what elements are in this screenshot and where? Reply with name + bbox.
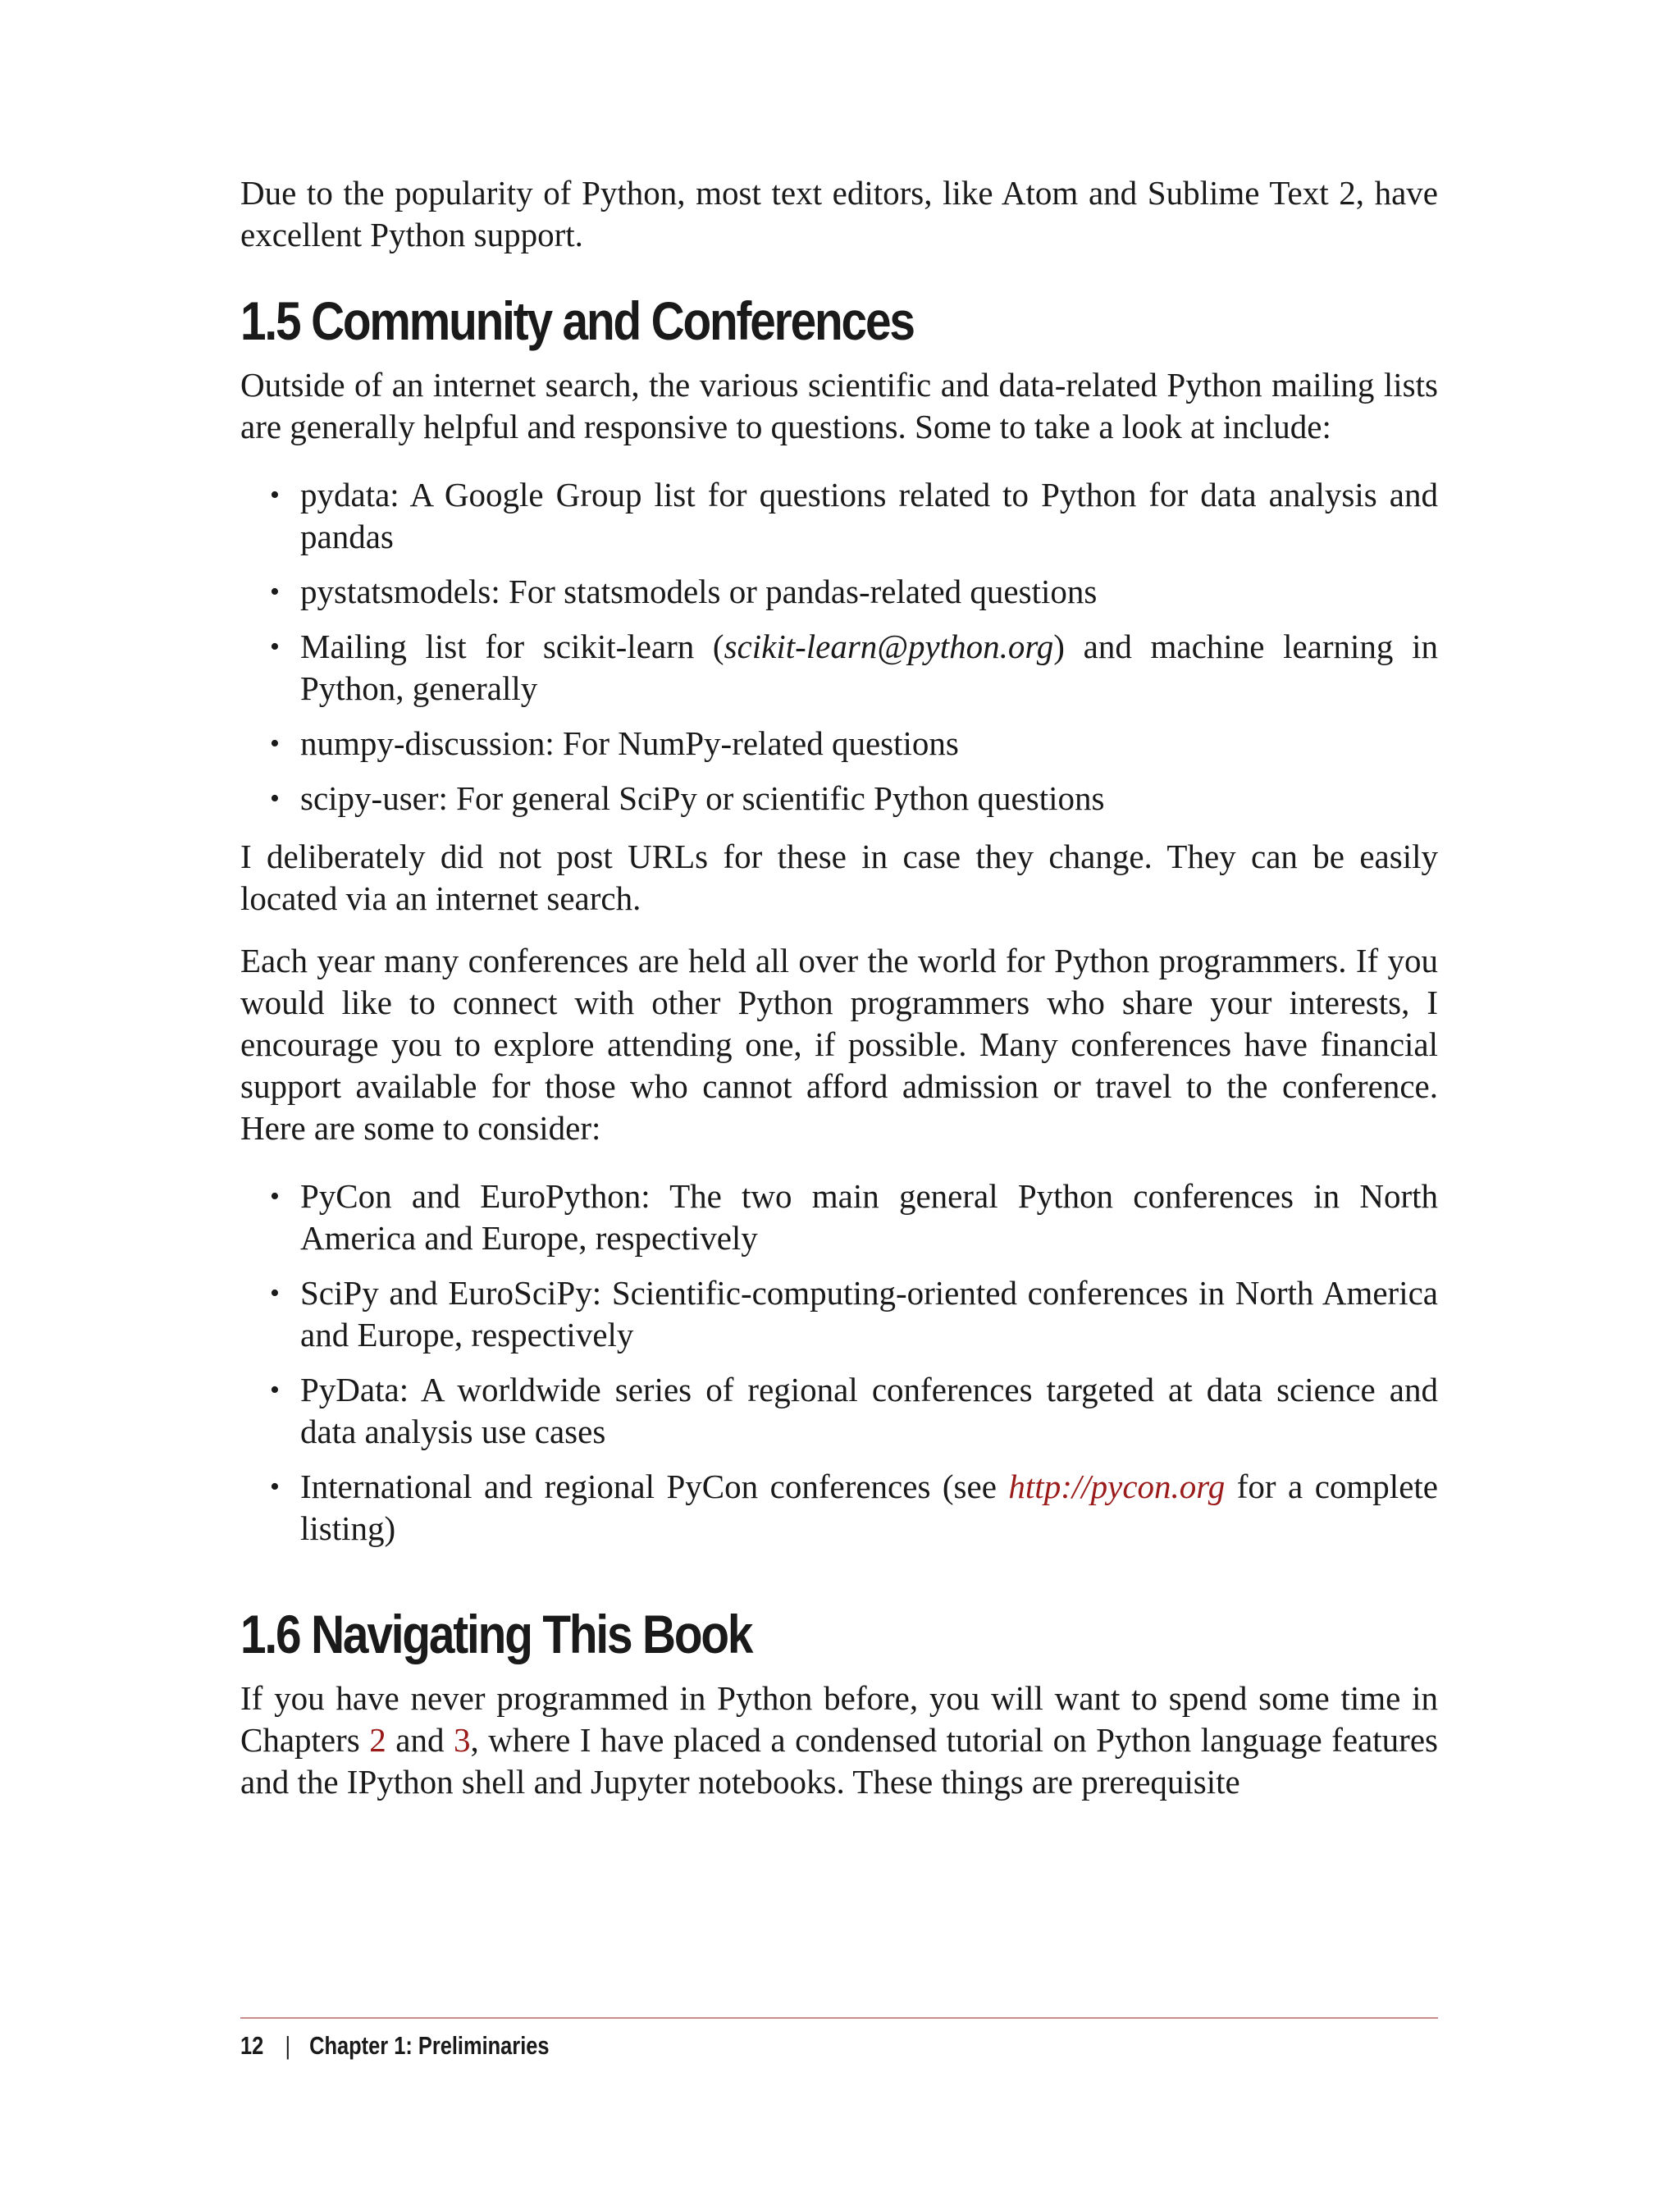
pycon-link[interactable]: http://pycon.org <box>1008 1468 1226 1505</box>
bullet-icon: • <box>270 1278 280 1308</box>
bullet-icon: • <box>270 728 280 759</box>
page-body <box>240 172 1438 1803</box>
bullet-icon: • <box>270 783 280 814</box>
list-item: • Mailing list for scikit-learn (scikit-learn@python.org) and machine learning in Python, generally <box>270 628 1438 707</box>
bullet-icon: • <box>270 632 280 662</box>
bullet-icon: • <box>270 1375 280 1405</box>
intro-paragraph: Due to the popularity of Python, most text editors, like Atom and Sublime Text 2, have excellent Python support. <box>240 174 1438 253</box>
mailing-list-list <box>240 474 1438 819</box>
list-item: • numpy-discussion: For NumPy-related questions <box>240 723 1438 765</box>
email-address: scikit-learn@python.org <box>724 628 1054 665</box>
bullet-icon: • <box>270 1472 280 1502</box>
community-paragraph: Outside of an internet search, the various scientific and data-related Python mailing lists are generally helpful and responsive to questions. Some to take a look at include: <box>240 366 1438 445</box>
chapter-3-link[interactable]: 3 <box>453 1721 471 1759</box>
bullet-icon: • <box>270 480 280 510</box>
list-item: • scipy-user: For general SciPy or scientific Python questions <box>240 778 1438 819</box>
list-item: • PyData: A worldwide series of regional conferences targeted at data science and data analysis use cases <box>270 1371 1438 1450</box>
conferences-paragraph: Each year many conferences are held all over the world for Python programmers. If you would like to connect with other Python programmers who share your interests, I encourage you to explore attending one, if possible. Many conferences have financial support available for those who cannot afford admission or travel to the conference. Here are some to consider: <box>240 942 1438 1147</box>
chapter-title: Chapter 1: Preliminaries <box>309 2031 550 2060</box>
page-footer <box>240 2029 550 2062</box>
navigating-paragraph: If you have never programmed in Python before, you will want to spend some time in Chapters 2 and 3, where I have placed a condensed tutorial on Python language features and the IPython shell and Jupyter notebooks. These things are prerequisite <box>240 1679 1438 1801</box>
conference-list <box>240 1176 1438 1550</box>
chapter-2-link[interactable]: 2 <box>369 1721 386 1759</box>
list-item: • pystatsmodels: For statsmodels or pandas-related questions <box>240 571 1438 613</box>
urls-paragraph: I deliberately did not post URLs for these in case they change. They can be easily located via an internet search. <box>240 838 1438 917</box>
section-heading-navigating: 1.6 Navigating This Book <box>240 1604 752 1664</box>
bullet-icon: • <box>270 577 280 607</box>
section-heading-community: 1.5 Community and Conferences <box>240 290 914 351</box>
list-item: • SciPy and EuroSciPy: Scientific-computing-oriented conferences in North America and Europe, respectively <box>270 1274 1438 1354</box>
footer-separator: | <box>285 2031 291 2060</box>
bullet-icon: • <box>270 1181 280 1212</box>
list-item: • PyCon and EuroPython: The two main general Python conferences in North America and Europe, respectively <box>270 1177 1438 1257</box>
page-number: 12 <box>240 2031 264 2060</box>
list-item: • International and regional PyCon conferences (see http://pycon.org for a complete listing) <box>270 1468 1438 1547</box>
list-item: • pydata: A Google Group list for questions related to Python for data analysis and pandas <box>270 476 1438 555</box>
footer-rule <box>240 2017 1438 2019</box>
